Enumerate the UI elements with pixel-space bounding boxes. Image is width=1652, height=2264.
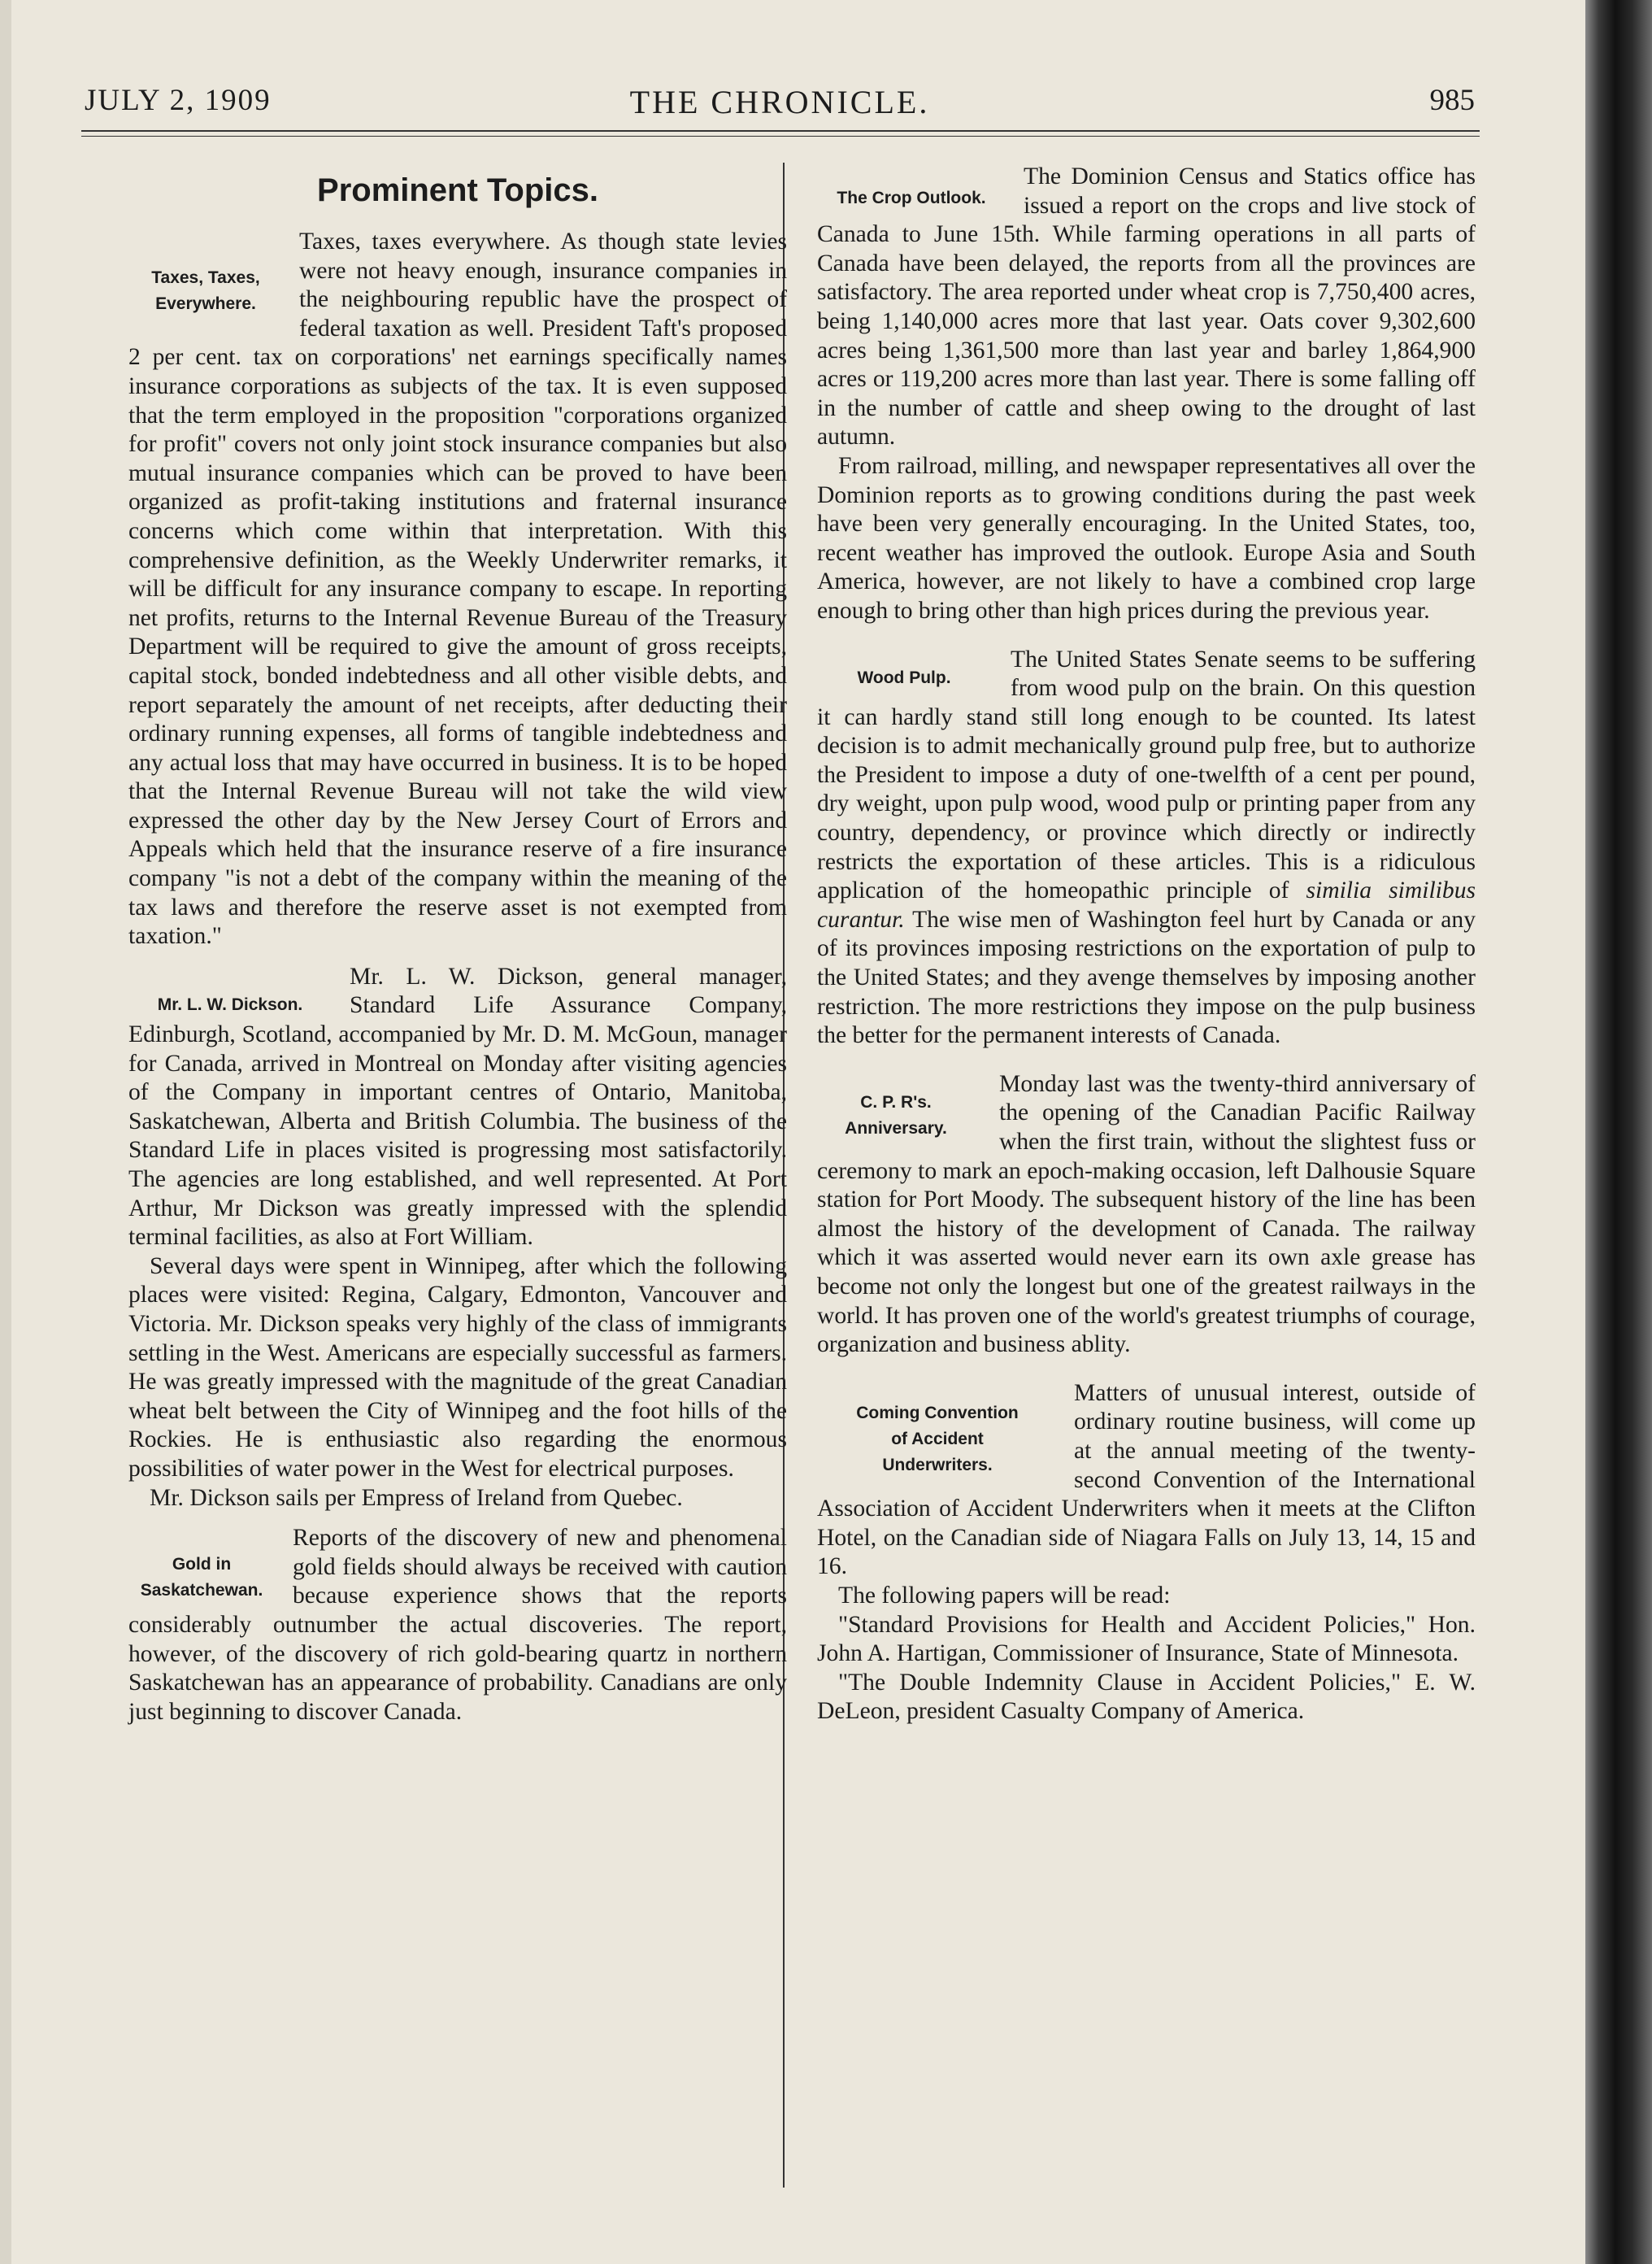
sidehead-taxes	[128, 228, 283, 317]
sidehead-convention	[817, 1379, 1058, 1478]
sidehead-line: Coming Convention	[856, 1403, 1019, 1422]
article-text: From railroad, milling, and newspaper representatives all over the Dominion reports as to growing conditions during the past week have been very generally encouraging. In the United States, too, recent weather has improved the outlook. Europe Asia and South America, however, are not likely to have a combined crop large enough to bring other than high prices during the previous year.	[817, 452, 1476, 624]
article-text: The Dominion Census and Statics office has issued a report on the crops and live stock of Canada to June 15th. While farming operations in all parts of Canada have been delayed, the reports from all the provinces are satisfactory. The area reported under wheat crop is 7,750,400 acres, being 1,140,000 acres more that last year. Oats cover 9,302,600 acres being 1,361,500 more than last year and barley 1,864,900 acres or 119,200 acres more than last year. There is some falling off in the number of cattle and sheep owing to the drought of last autumn.	[817, 163, 1476, 451]
sidehead-line: Wood Pulp.	[857, 668, 951, 687]
sidehead-dickson	[128, 963, 332, 1018]
article-gold	[128, 1524, 787, 1726]
running-head	[85, 83, 1475, 132]
sidehead-cpr	[817, 1070, 975, 1142]
sidehead-line: Gold in	[172, 1555, 232, 1574]
sidehead-line: Mr. L. W. Dickson.	[157, 995, 303, 1014]
article-text: Mr. Dickson sails per Empress of Ireland from Quebec.	[150, 1484, 683, 1511]
article-cpr	[817, 1070, 1476, 1360]
article-dickson	[128, 963, 787, 1513]
article-convention	[817, 1379, 1476, 1726]
sidehead-line: of Accident	[891, 1429, 984, 1448]
article-wood-pulp	[817, 646, 1476, 1051]
sidehead-wood-pulp	[817, 646, 991, 691]
article-text: The following papers will be read:	[838, 1582, 1171, 1609]
sidehead-line: C. P. R's.	[860, 1092, 932, 1112]
right-column	[817, 163, 1476, 1726]
page-edge	[0, 0, 11, 2264]
sidehead-gold	[128, 1524, 275, 1604]
page-number: 985	[1429, 84, 1475, 117]
article-text: Taxes, taxes everywhere. As though state levies were not heavy enough, insurance companies in the neighbouring republic have the prospect of federal taxation as well. President Taft's proposed 2 per cent. tax on corporations' net earnings specifically names insurance corporations as subjects of the tax. It is even supposed that the term employed in the proposition "corporations organized for profit" covers not only joint stock insurance companies but also mutual insurance companies which can be proved to have been organized as profit-taking institutions and fraternal insurance concerns which come within that interpretation. With this comprehensive definition, as the Weekly Underwriter remarks, it will be difficult for any insurance company to escape. In reporting net profits, returns to the Internal Revenue Bureau of the Treasury Department will be required to give the amount of gross receipts, capital stock, bonded indebtedness and all other visible debts, and report separately the amount of net receipts, after deducting their ordinary running expenses, all forms of tangible indebtedness and any actual loss that may have occurred in business. It is to be hoped that the Internal Revenue Bureau will not take the wild view expressed the other day by the New Jersey Court of Errors and Appeals which held that the insurance reserve of a fire insurance company "is not a debt of the company within the meaning of the tax laws and therefore the reserve asset is not exempted from taxation."	[128, 229, 787, 950]
article-text-part: The wise men of Washington feel hurt by Canada or any of its provinces imposing restrictions on the exportation of pulp to the United States; and they avenge themselves by imposing another restriction. The more restrictions they impose on the pulp business the better for the permanent interests of Canada.	[817, 906, 1476, 1049]
latin-phrase: similia similibus curantur.	[817, 877, 1476, 933]
article-text: Reports of the discovery of new and phenomenal gold fields should always be received with caution because experience shows that the reports considerably outnumber the actual discoveries. The report, however, of the discovery of rich gold-bearing quartz in northern Saskatchewan has an appearance of probability. Canadians are only just beginning to discover Canada.	[128, 1525, 787, 1725]
article-text: Matters of unusual interest, outside of ordinary routine business, will come up at the annual meeting of the twenty-second Convention of the International Association of Accident Underwriters when it meets at the Clifton Hotel, on the Canadian side of Niagara Falls on July 13, 14, 15 and 16.	[817, 1379, 1476, 1580]
sidehead-line: Everywhere.	[155, 294, 256, 313]
article-text	[817, 646, 1476, 1051]
sidehead-line: The Crop Outlook.	[837, 189, 986, 207]
header-rule-thin	[81, 136, 1480, 137]
article-text: "Standard Provisions for Health and Accident Policies," Hon. John A. Hartigan, Commissioner of Insurance, State of Minnesota.	[817, 1611, 1476, 1667]
article-text: Several days were spent in Winnipeg, after which the following places were visited: Regina, Calgary, Edmonton, Vancouver and Victoria. Mr. Dickson speaks very highly of the class of immigrants settling in the West. Americans are especially successful as farmers. He was greatly impressed with the magnitude of the great Canadian wheat belt between the City of Winnipeg and the foot hills of the Rockies. He is enthusiastic also regarding the enormous possibilities of water power in the West for electrical purposes.	[128, 1252, 787, 1482]
article-text: "The Double Indemnity Clause in Accident Policies," E. W. DeLeon, president Casualty Company of America.	[817, 1669, 1476, 1725]
sidehead-line: Taxes, Taxes,	[151, 268, 260, 287]
sidehead-line: Anniversary.	[845, 1118, 947, 1138]
article-text: Mr. L. W. Dickson, general manager, Standard Life Assurance Company, Edinburgh, Scotland, accompanied by Mr. D. M. McGoun, manager for Canada, arrived in Montreal on Monday after visiting agencies of the Company in important centres of Ontario, Manitoba, Saskatchewan, Alberta and British Columbia. The business of the Standard Life in places visited is progressing most satisfactorily. The agencies are long established, and well represented. At Port Arthur, Mr Dickson was greatly impressed with the splendid terminal facilities, as also at Fort William.	[128, 963, 787, 1251]
article-crop	[817, 163, 1476, 626]
article-text-part: The United States Senate seems to be suffering from wood pulp on the brain. On this question it can hardly stand still long enough to be counted. Its latest decision is to admit mechanically ground pulp free, but to authorize the President to impose a duty of one-twelfth of a cent per pound, dry weight, upon pulp wood, wood pulp or printing paper from any country, dependency, or province which directly or indirectly restricts the exportation of these articles. This is a ridiculous application of the homeopathic principle of	[817, 646, 1476, 904]
article-taxes	[128, 228, 787, 951]
sidehead-crop	[817, 163, 1006, 211]
header-rule	[81, 130, 1480, 132]
section-title: Prominent Topics.	[317, 172, 598, 208]
sidehead-line: Saskatchewan.	[140, 1581, 263, 1600]
left-column	[128, 163, 787, 1726]
issue-date: JULY 2, 1909	[85, 84, 272, 117]
book-binding	[1585, 0, 1652, 2264]
article-text: Monday last was the twenty-third anniversary of the opening of the Canadian Pacific Railway when the first train, without the slightest fuss or ceremony to mark an epoch-making occasion, left Dalhousie Square station for Port Moody. The subsequent history of the line has been almost the history of the development of Canada. The railway which it was asserted would never earn its own axle grease has become not only the longest but one of the greatest railways in the world. It has proven one of the world's greatest triumphs of courage, organization and business ablity.	[817, 1070, 1476, 1358]
publication-title: THE CHRONICLE.	[629, 84, 930, 120]
sidehead-line: Underwriters.	[882, 1455, 993, 1474]
